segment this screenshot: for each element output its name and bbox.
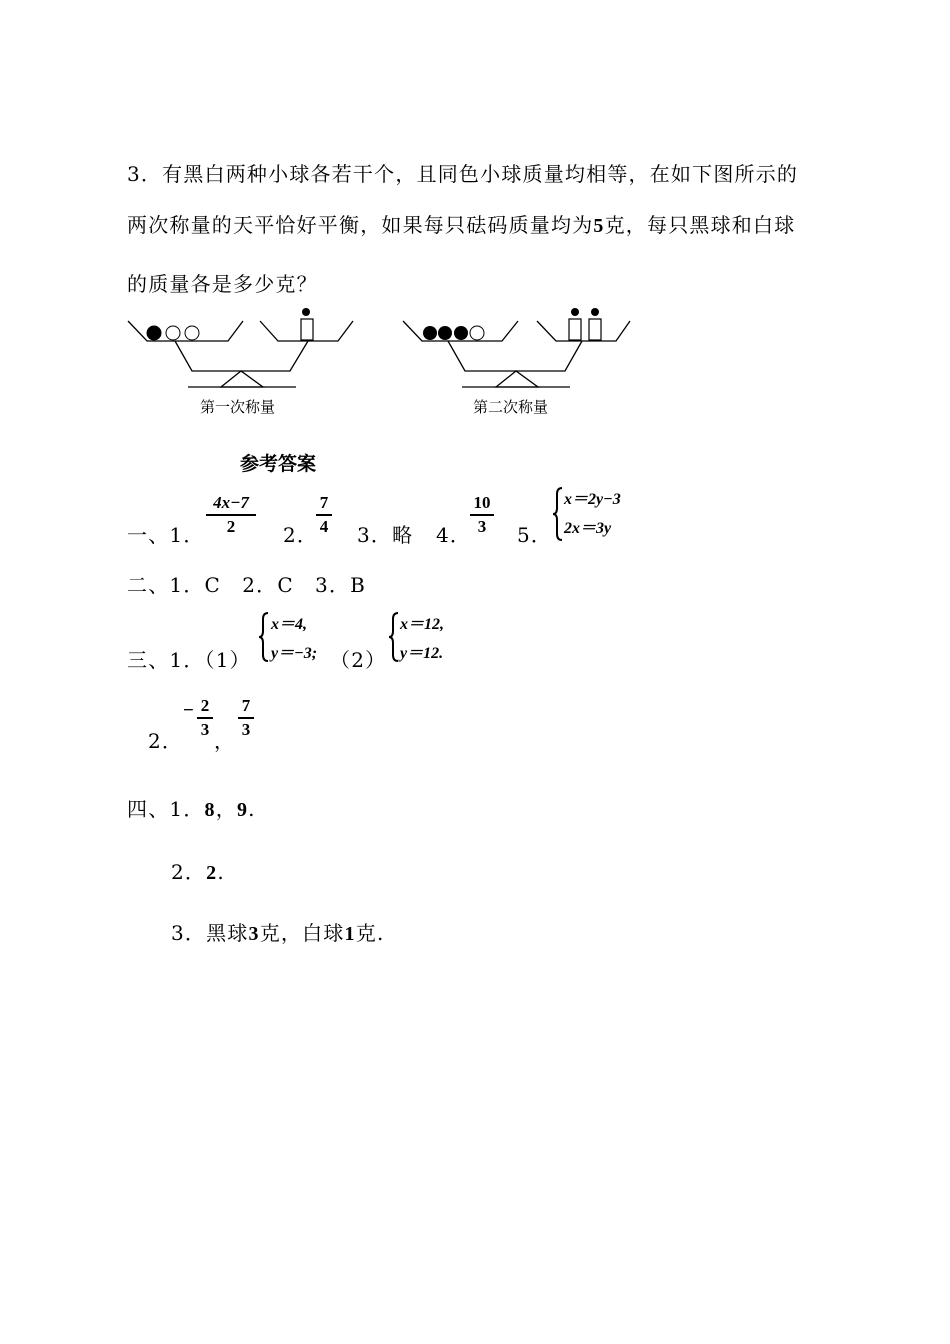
comma: ， xyxy=(215,797,237,821)
value-2: 2 xyxy=(206,862,218,884)
s1-item-3: 3．略 xyxy=(357,523,414,547)
value-8: 8 xyxy=(204,799,216,821)
weight-block xyxy=(589,319,601,340)
white-ball xyxy=(166,326,180,340)
fraction-numerator: 10 xyxy=(473,493,491,512)
s3-item-2: 2． xyxy=(148,729,184,753)
fraction-denominator: 2 xyxy=(226,517,236,536)
s4-line-1 xyxy=(127,797,256,822)
fraction-numerator: 7 xyxy=(241,696,251,715)
s3-prefix: 三、1．（1） xyxy=(127,648,251,672)
balance-2-beam xyxy=(448,341,582,371)
value-9: 9 xyxy=(236,799,249,821)
negative-sign: − xyxy=(183,700,194,721)
system-row-1: x＝4, xyxy=(271,616,308,633)
s1-item-4: 4． xyxy=(436,523,472,547)
balance-figure xyxy=(120,305,640,420)
s1-item-5: 5． xyxy=(517,523,553,547)
fraction-numerator: 4x−7 xyxy=(213,493,249,512)
system-row-2: y＝12. xyxy=(400,645,444,662)
period: . xyxy=(248,797,256,821)
weight-knob xyxy=(302,308,310,316)
caption-second-weighing: 第二次称量 xyxy=(473,398,549,416)
s3-mid: （2） xyxy=(330,648,387,672)
weight-knob xyxy=(571,308,579,316)
white-ball xyxy=(470,326,484,340)
s4-item-3-start: 3．黑球 xyxy=(171,921,249,945)
left-brace-icon xyxy=(388,611,400,663)
fraction-denominator: 3 xyxy=(200,720,210,739)
s4-item-2: 2． xyxy=(171,860,207,884)
weight-block xyxy=(301,319,313,340)
system-row-1: x＝2y−3 xyxy=(564,491,621,508)
problem-line-3: 的质量各是多少克？ xyxy=(127,272,318,296)
left-brace-icon xyxy=(552,486,564,542)
problem-line-2 xyxy=(127,213,795,238)
comma: ， xyxy=(214,729,236,753)
balance-1 xyxy=(128,321,353,387)
system-row-2: 2x＝3y xyxy=(564,520,612,537)
s4-line-3 xyxy=(171,921,385,946)
black-ball xyxy=(423,326,437,340)
left-brace-icon xyxy=(258,611,270,663)
problem-line-2-end: 克，每只黑球和白球 xyxy=(604,213,796,237)
balance-1-beam xyxy=(175,341,308,371)
s4-item-3-mid: 克，白球 xyxy=(259,921,345,945)
fraction-7-over-3 xyxy=(238,696,254,740)
problem-line-1: 3．有黑白两种小球各若干个，且同色小球质量均相等，在如下图所示的 xyxy=(127,162,799,186)
fraction-7-over-4 xyxy=(316,493,332,537)
answers-title: 参考答案 xyxy=(240,453,317,475)
black-ball xyxy=(147,326,161,340)
s4-line-2 xyxy=(171,860,225,885)
value-1: 1 xyxy=(344,923,356,945)
period: . xyxy=(217,860,225,884)
fraction-2-over-3 xyxy=(197,696,213,740)
weight-value: 5 xyxy=(593,215,605,237)
fraction-denominator: 4 xyxy=(319,517,329,536)
black-ball xyxy=(438,326,452,340)
value-3: 3 xyxy=(248,923,260,945)
balance-1-fulcrum xyxy=(221,371,263,387)
fraction-denominator: 3 xyxy=(477,517,487,536)
problem-line-2-start: 两次称量的天平恰好平衡，如果每只砝码质量均为 xyxy=(127,213,594,237)
system-row-1: x＝12, xyxy=(400,616,445,633)
s4-item-3-end: 克. xyxy=(355,921,385,945)
balance-2-fulcrum xyxy=(496,371,538,387)
s4-prefix: 四、1． xyxy=(127,797,205,821)
white-ball xyxy=(185,326,199,340)
weight-block xyxy=(569,319,581,340)
fraction-numerator: 2 xyxy=(200,696,210,715)
fraction-10-over-3 xyxy=(470,493,494,537)
s1-prefix: 一、1． xyxy=(127,523,205,547)
fraction-numerator: 7 xyxy=(319,493,329,512)
black-ball xyxy=(454,326,468,340)
fraction-denominator: 3 xyxy=(241,720,251,739)
balance-2-right-pan xyxy=(537,321,630,341)
fraction-4x-7-over-2 xyxy=(206,493,256,537)
caption-first-weighing: 第一次称量 xyxy=(200,398,276,416)
system-row-2: y＝−3; xyxy=(271,645,318,662)
weight-knob xyxy=(591,308,599,316)
s1-item-2: 2． xyxy=(283,523,319,547)
s2-answers: 二、1．C 2．C 3．B xyxy=(127,573,367,597)
